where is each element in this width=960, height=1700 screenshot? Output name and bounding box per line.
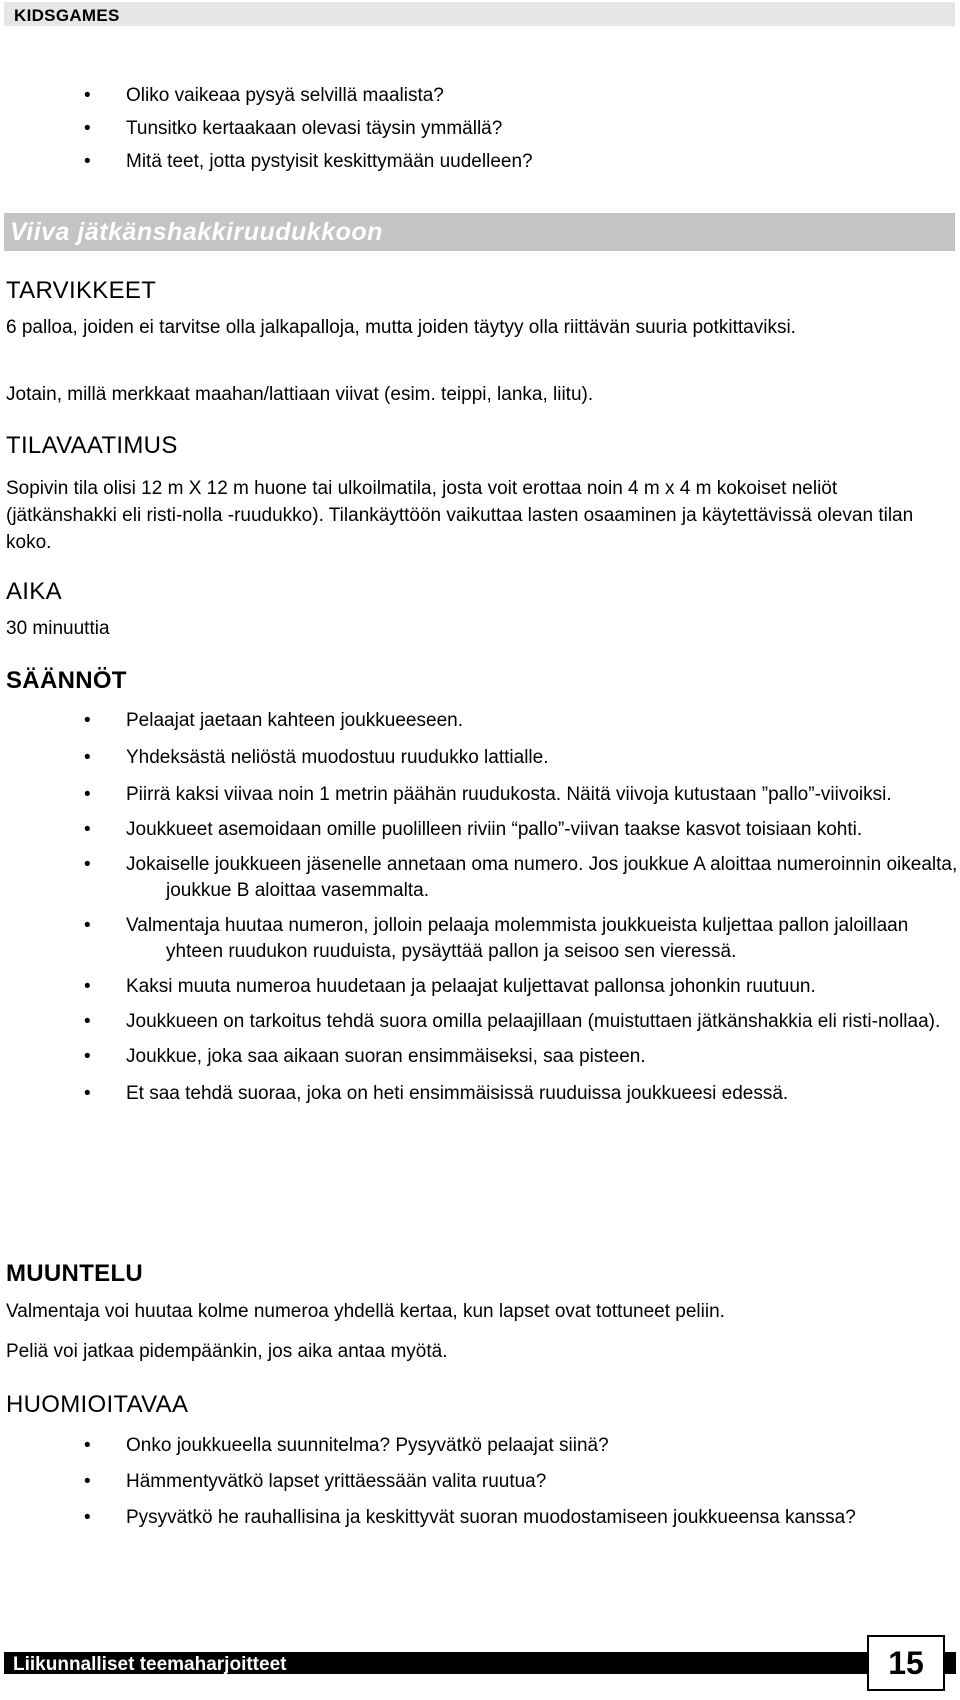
bullet-icon: • — [84, 710, 91, 731]
bullet-icon: • — [84, 1507, 91, 1528]
heading-saannot: SÄÄNNÖT — [6, 667, 127, 694]
header-band — [4, 2, 955, 26]
tarvikkeet-paragraph-1: 6 palloa, joiden ei tarvitse olla jalkapalloja, mutta joiden täytyy olla riittävän suuria potkittaviksi. — [6, 317, 796, 338]
list-item: • Yhdeksästä neliöstä muodostuu ruudukko lattialle. — [0, 745, 960, 771]
list-item: • Kaksi muuta numeroa huudetaan ja pelaajat kuljettavat pallonsa johonkin ruutuun. — [0, 974, 960, 1000]
footer-label: Liikunnalliset teemaharjoitteet — [13, 1654, 287, 1675]
bullet-icon: • — [84, 85, 91, 106]
observation-list — [0, 1433, 960, 1531]
page-number: 15 — [888, 1645, 924, 1681]
bullet-icon: • — [84, 1011, 91, 1032]
list-item: • Jokaiselle joukkueen jäsenelle annetaan oma numero. Jos joukkue A aloittaa numeroinnin oikealta, joukkue B aloittaa vasemmalta. — [84, 854, 958, 901]
rules-list — [0, 708, 960, 1107]
heading-tarvikkeet: TARVIKKEET — [6, 277, 157, 304]
list-item: • Pelaajat jaetaan kahteen joukkueeseen. — [0, 708, 960, 734]
list-item: • Hämmentyvätkö lapset yrittäessään valita ruutua? — [0, 1469, 960, 1495]
tilavaatimus-paragraph: Sopivin tila olisi 12 m X 12 m huone tai ulkoilmatila, josta voit erottaa noin 4 m x 4 m kokoiset neliöt (jätkänshakki eli risti-nolla -ruudukko). Tilankäyttöön vaikuttaa lasten osaaminen ja käytettävissä olevan tilan koko. — [6, 478, 914, 553]
heading-aika: AIKA — [6, 578, 62, 605]
list-item: • Joukkue, joka saa aikaan suoran ensimmäiseksi, saa pisteen. — [0, 1044, 960, 1070]
list-item: • Oliko vaikeaa pysyä selvillä maalista? — [0, 83, 960, 109]
bullet-icon: • — [84, 118, 91, 139]
reflection-questions-list — [0, 83, 960, 175]
header-label: KIDSGAMES — [14, 6, 120, 25]
heading-huomioitavaa: HUOMIOITAVAA — [6, 1391, 189, 1418]
list-item: • Tunsitko kertaakaan olevasi täysin ymmällä? — [0, 116, 960, 142]
bullet-icon: • — [84, 784, 91, 805]
bullet-icon: • — [84, 1046, 91, 1067]
bullet-icon: • — [84, 747, 91, 768]
bullet-icon: • — [84, 819, 91, 840]
muuntelu-paragraph-2: Peliä voi jatkaa pidempäänkin, jos aika antaa myötä. — [6, 1341, 448, 1362]
list-item: • Mitä teet, jotta pystyisit keskittymään uudelleen? — [0, 149, 960, 175]
bullet-icon: • — [84, 976, 91, 997]
page-number-box — [867, 1635, 945, 1691]
bullet-icon: • — [84, 151, 91, 172]
list-item: • Et saa tehdä suoraa, joka on heti ensimmäisissä ruuduissa joukkueesi edessä. — [0, 1081, 960, 1107]
footer-bar-end — [949, 1652, 955, 1674]
bullet-icon: • — [84, 1083, 91, 1104]
list-item: • Valmentaja huutaa numeron, jolloin pelaaja molemmista joukkueista kuljettaa pallon jaloillaan yhteen ruudukon ruuduista, pysäyttää pallon ja seisoo sen vieressä. — [84, 915, 909, 962]
muuntelu-paragraph-1: Valmentaja voi huutaa kolme numeroa yhdellä kertaa, kun lapset ovat tottuneet peliin. — [6, 1301, 725, 1322]
tarvikkeet-paragraph-2: Jotain, millä merkkaat maahan/lattiaan viivat (esim. teippi, lanka, liitu). — [6, 384, 594, 405]
list-item: • Piirrä kaksi viivaa noin 1 metrin päähän ruudukosta. Näitä viivoja kutustaan ”pallo”-viivoiksi. — [0, 782, 960, 808]
list-item: • Pysyvätkö he rauhallisina ja keskittyvät suoran muodostamiseen joukkueensa kanssa? — [0, 1505, 960, 1531]
aika-paragraph: 30 minuuttia — [6, 618, 110, 639]
bullet-icon: • — [84, 1471, 91, 1492]
list-item: • Joukkueet asemoidaan omille puolilleen riviin “pallo”-viivan taakse kasvot toisiaan kohti. — [0, 817, 960, 843]
section-title-bar — [4, 213, 955, 251]
list-item: • Onko joukkueella suunnitelma? Pysyvätkö pelaajat siinä? — [0, 1433, 960, 1459]
list-item: • Joukkueen on tarkoitus tehdä suora omilla pelaajillaan (muistuttaen jätkänshakkia eli risti-nollaa). — [0, 1009, 960, 1035]
heading-muuntelu: MUUNTELU — [6, 1260, 144, 1287]
bullet-icon: • — [84, 915, 91, 936]
section-title: Viiva jätkänshakkiruudukkoon — [10, 218, 383, 246]
heading-tilavaatimus: TILAVAATIMUS — [6, 432, 178, 459]
bullet-icon: • — [84, 1435, 91, 1456]
bullet-icon: • — [84, 854, 91, 875]
